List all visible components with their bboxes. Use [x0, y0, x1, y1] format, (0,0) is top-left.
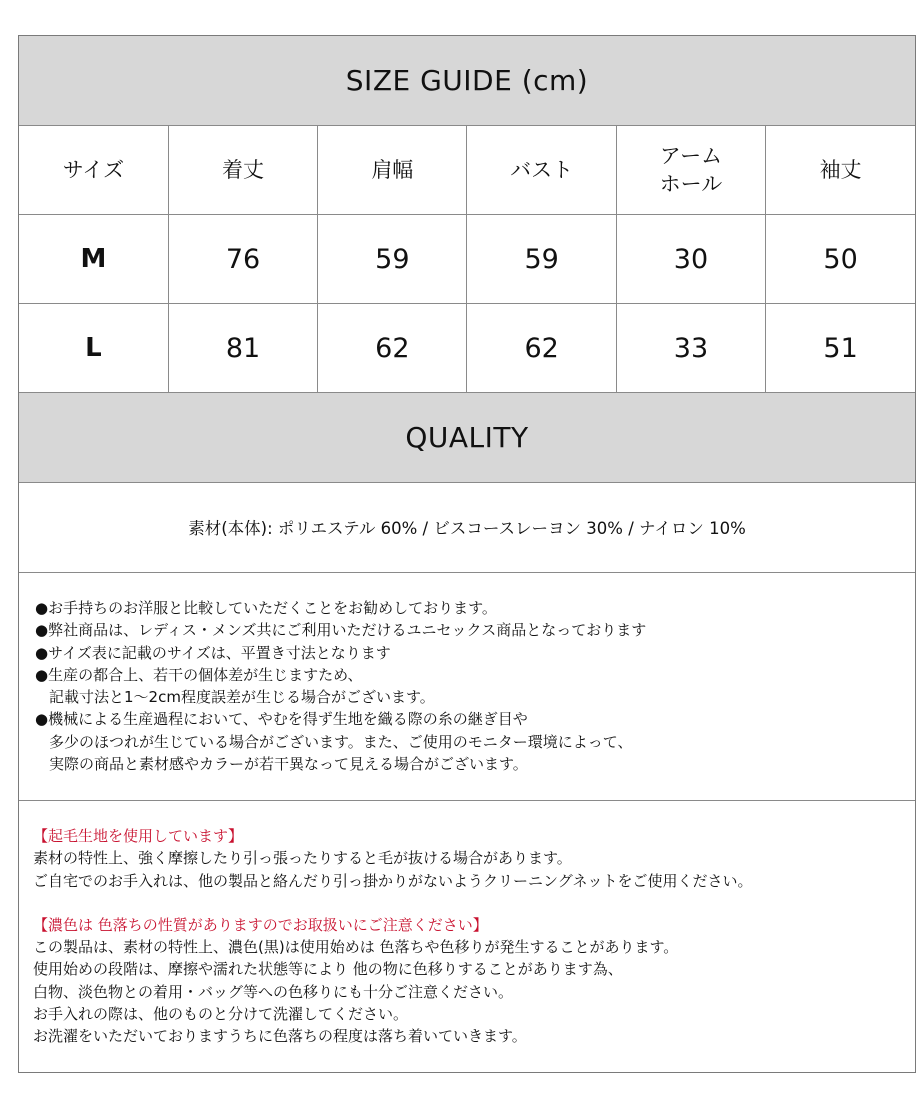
- armhole-cell: 30: [616, 215, 765, 304]
- material-composition: 素材(本体): ポリエステル 60% / ビスコースレーヨン 30% / ナイロン 10%: [19, 481, 915, 573]
- length-cell: 81: [168, 304, 317, 393]
- note-line: 実際の商品と素材感やカラーが若干異なって見える場合がございます。: [49, 755, 528, 774]
- note-line: ●機械による生産過程において、やむを得ず生地を織る際の糸の継ぎ目や: [35, 710, 528, 729]
- header-armhole-label: アームホール: [659, 144, 723, 196]
- care-line: 使用始めの段階は、摩擦や濡れた状態等により 他の物に色移りすることがあります為、: [33, 960, 623, 979]
- care-line: 白物、淡色物との着用・バッグ等への色移りにも十分ご注意ください。: [33, 982, 514, 1001]
- header-armhole: [616, 126, 765, 215]
- size-guide-title: SIZE GUIDE (cm): [19, 36, 915, 125]
- brushed-fabric-heading: 【起毛生地を使用しています】: [33, 827, 244, 845]
- table-row: [19, 304, 915, 393]
- care-line: 素材の特性上、強く摩擦したり引っ張ったりすると毛が抜ける場合があります。: [33, 849, 572, 868]
- size-cell: M: [19, 215, 168, 304]
- bust-cell: 62: [467, 304, 616, 393]
- care-line: この製品は、素材の特性上、濃色(黒)は使用始めは 色落ちや色移りが発生することがあります。: [33, 938, 679, 957]
- size-guide-frame: [18, 35, 916, 1073]
- table-row: [19, 215, 915, 304]
- shoulder-cell: 62: [318, 304, 467, 393]
- size-table: [19, 125, 915, 393]
- sleeve-cell: 50: [766, 215, 915, 304]
- note-line: ●サイズ表に記載のサイズは、平置き寸法となります: [35, 643, 391, 662]
- color-bleed-heading: 【濃色は 色落ちの性質がありますのでお取扱いにご注意ください】: [33, 915, 488, 934]
- armhole-cell: 33: [616, 304, 765, 393]
- care-line: ご自宅でのお手入れは、他の製品と絡んだり引っ掛かりがないようクリーニングネットをご使用ください。: [33, 871, 753, 890]
- length-cell: 76: [168, 215, 317, 304]
- bust-cell: 59: [467, 215, 616, 304]
- quality-title: QUALITY: [19, 392, 915, 483]
- header-sleeve: 袖丈: [766, 126, 915, 215]
- note-line: ●お手持ちのお洋服と比較していただくことをお勧めしております。: [35, 599, 497, 617]
- note-line: 多少のほつれが生じている場合がございます。また、ご使用のモニター環境によって、: [49, 732, 633, 751]
- note-line: ●弊社商品は、レディス・メンズ共にご利用いただけるユニセックス商品となっております: [35, 621, 647, 640]
- section-gap: [33, 892, 915, 914]
- header-size: サイズ: [19, 126, 168, 215]
- header-bust: バスト: [467, 126, 616, 215]
- note-line: ●生産の都合上、若干の個体差が生じますため、: [35, 665, 363, 684]
- care-section: [19, 801, 915, 1048]
- care-line: お手入れの際は、他のものと分けて洗濯してください。: [33, 1005, 409, 1024]
- size-cell: L: [19, 304, 168, 393]
- care-line: お洗濯をいただいておりますうちに色落ちの程度は落ち着いていきます。: [33, 1027, 527, 1046]
- sleeve-cell: 51: [766, 304, 915, 393]
- header-shoulder: 肩幅: [318, 126, 467, 215]
- size-table-header-row: [19, 126, 915, 215]
- notes-section: [19, 573, 915, 801]
- note-line: 記載寸法と1～2cm程度誤差が生じる場合がございます。: [49, 688, 435, 707]
- shoulder-cell: 59: [318, 215, 467, 304]
- header-length: 着丈: [168, 126, 317, 215]
